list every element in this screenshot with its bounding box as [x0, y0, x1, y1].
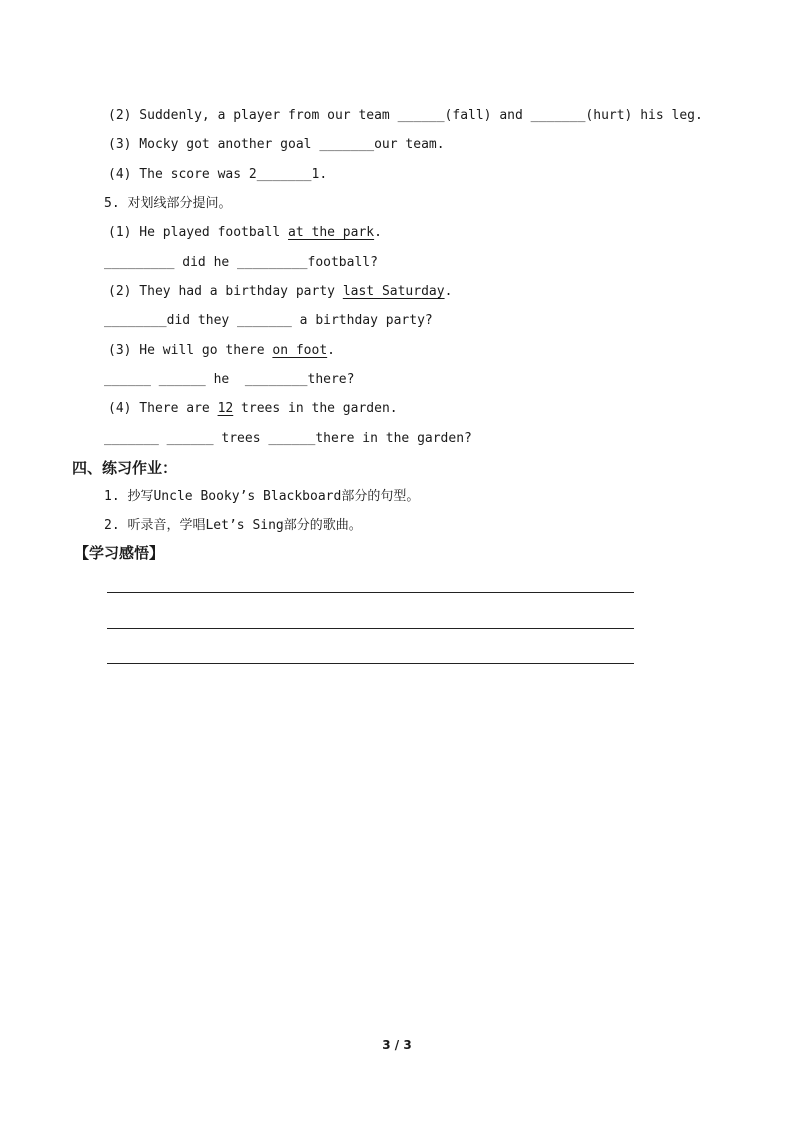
exercise-4-item-3: (3) Mocky got another goal _______our team.	[108, 137, 445, 152]
underlined-phrase: 12	[217, 401, 234, 416]
homework-item-2: 2. 听录音，学唱Let’s Sing部分的歌曲。	[104, 518, 362, 533]
page-number: 3 / 3	[382, 1038, 412, 1052]
exercise-5-answer-3: ______ ______ he ________there?	[104, 372, 355, 387]
exercise-5-item-1: (1) He played football at the park.	[108, 225, 382, 240]
section-heading-reflection: 【学习感悟】	[74, 544, 165, 562]
underlined-phrase: on foot	[272, 343, 328, 358]
underlined-phrase: last Saturday	[342, 284, 445, 299]
exercise-5-answer-2: ________did they _______ a birthday party?	[104, 313, 433, 328]
writing-line	[107, 592, 634, 593]
exercise-5-item-3: (3) He will go there on foot.	[108, 343, 335, 358]
exercise-5-item-4: (4) There are 12 trees in the garden.	[108, 401, 398, 416]
exercise-5-instruction: 5. 对划线部分提问。	[104, 196, 232, 211]
exercise-5-answer-1: _________ did he _________football?	[104, 255, 378, 270]
writing-line	[107, 628, 634, 629]
exercise-5-item-2: (2) They had a birthday party last Saturday.	[108, 284, 453, 299]
underlined-phrase: at the park	[288, 225, 375, 240]
exercise-4-item-4: (4) The score was 2_______1.	[108, 167, 328, 182]
homework-item-1: 1. 抄写Uncle Booky’s Blackboard部分的句型。	[104, 489, 420, 504]
exercise-4-item-2: (2) Suddenly, a player from our team ______(fall) and _______(hurt) his leg.	[108, 108, 703, 123]
section-heading-homework: 四、练习作业：	[72, 459, 178, 477]
exercise-5-answer-4: _______ ______ trees ______there in the garden?	[104, 431, 472, 446]
writing-line	[107, 663, 634, 664]
